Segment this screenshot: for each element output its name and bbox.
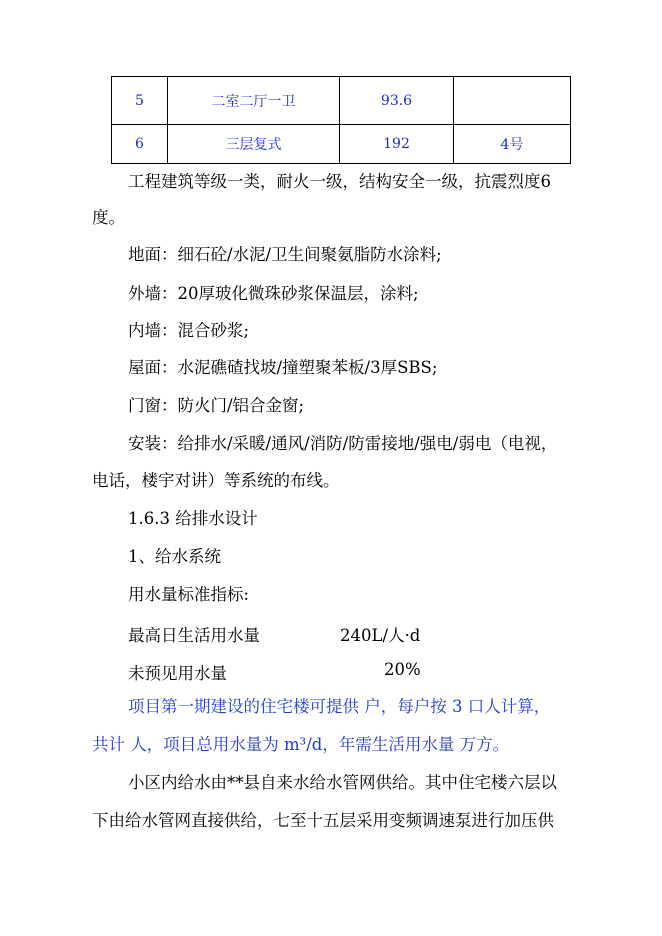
table-cell-no: 6 [112,125,168,164]
table-cell-no: 5 [112,77,168,125]
table-cell-area: 192 [340,125,454,164]
unforeseen-water-value: 20% [384,660,421,679]
max-daily-water-label: 最高日生活用水量 [128,626,260,645]
installation-line1: 安装：给排水/采暖/通风/消防/防雷接地/强电/弱电（电视， [128,434,558,453]
doors-windows-spec: 门窗：防火门/铝合金窗; [128,396,305,415]
grade-paragraph-line1: 工程建筑等级一类，耐火一级，结构安全一级，抗震烈度6 [128,172,551,191]
table-cell-area: 93.6 [340,77,454,125]
supply-paragraph-line2: 下由给水管网直接供给，七至十五层采用变频调速泵进行加压供 [92,811,554,830]
unit-type-table [111,76,571,164]
table-cell-type: 三层复式 [168,125,340,164]
interior-wall-spec: 内墙：混合砂浆; [128,321,250,340]
project-supply-line1: 项目第一期建设的住宅楼可提供 户，每户按 3 口人计算， [128,697,551,716]
roof-spec: 屋面：水泥礁碴找坡/撞塑聚苯板/3厚SBS; [128,358,438,377]
floor-spec: 地面：细石砼/水泥/卫生间聚氨脂防水涂料; [128,245,442,264]
exterior-wall-spec: 外墙：20厚玻化微珠砂浆保温层，涂料; [128,284,419,303]
unforeseen-water-label: 未预见用水量 [128,664,227,683]
table-cell-building [454,77,571,125]
table-cell-building: 4号 [454,125,571,164]
table-row [112,77,571,125]
water-standard-label: 用水量标准指标: [128,585,250,604]
section-heading: 1.6.3 给排水设计 [128,509,258,528]
project-supply-line2: 共计 人，项目总用水量为 m³/d，年需生活用水量 万方。 [92,735,510,754]
installation-line2: 电话，楼宇对讲）等系统的布线。 [92,471,340,490]
table-row [112,125,571,164]
table-cell-type: 二室二厅一卫 [168,77,340,125]
subsection-heading: 1、给水系统 [128,547,221,566]
max-daily-water-value: 240L/人·d [340,626,421,645]
supply-paragraph-line1: 小区内给水由**县自来水给水管网供给。其中住宅楼六层以 [128,773,557,792]
grade-paragraph-line2: 度。 [92,208,125,227]
